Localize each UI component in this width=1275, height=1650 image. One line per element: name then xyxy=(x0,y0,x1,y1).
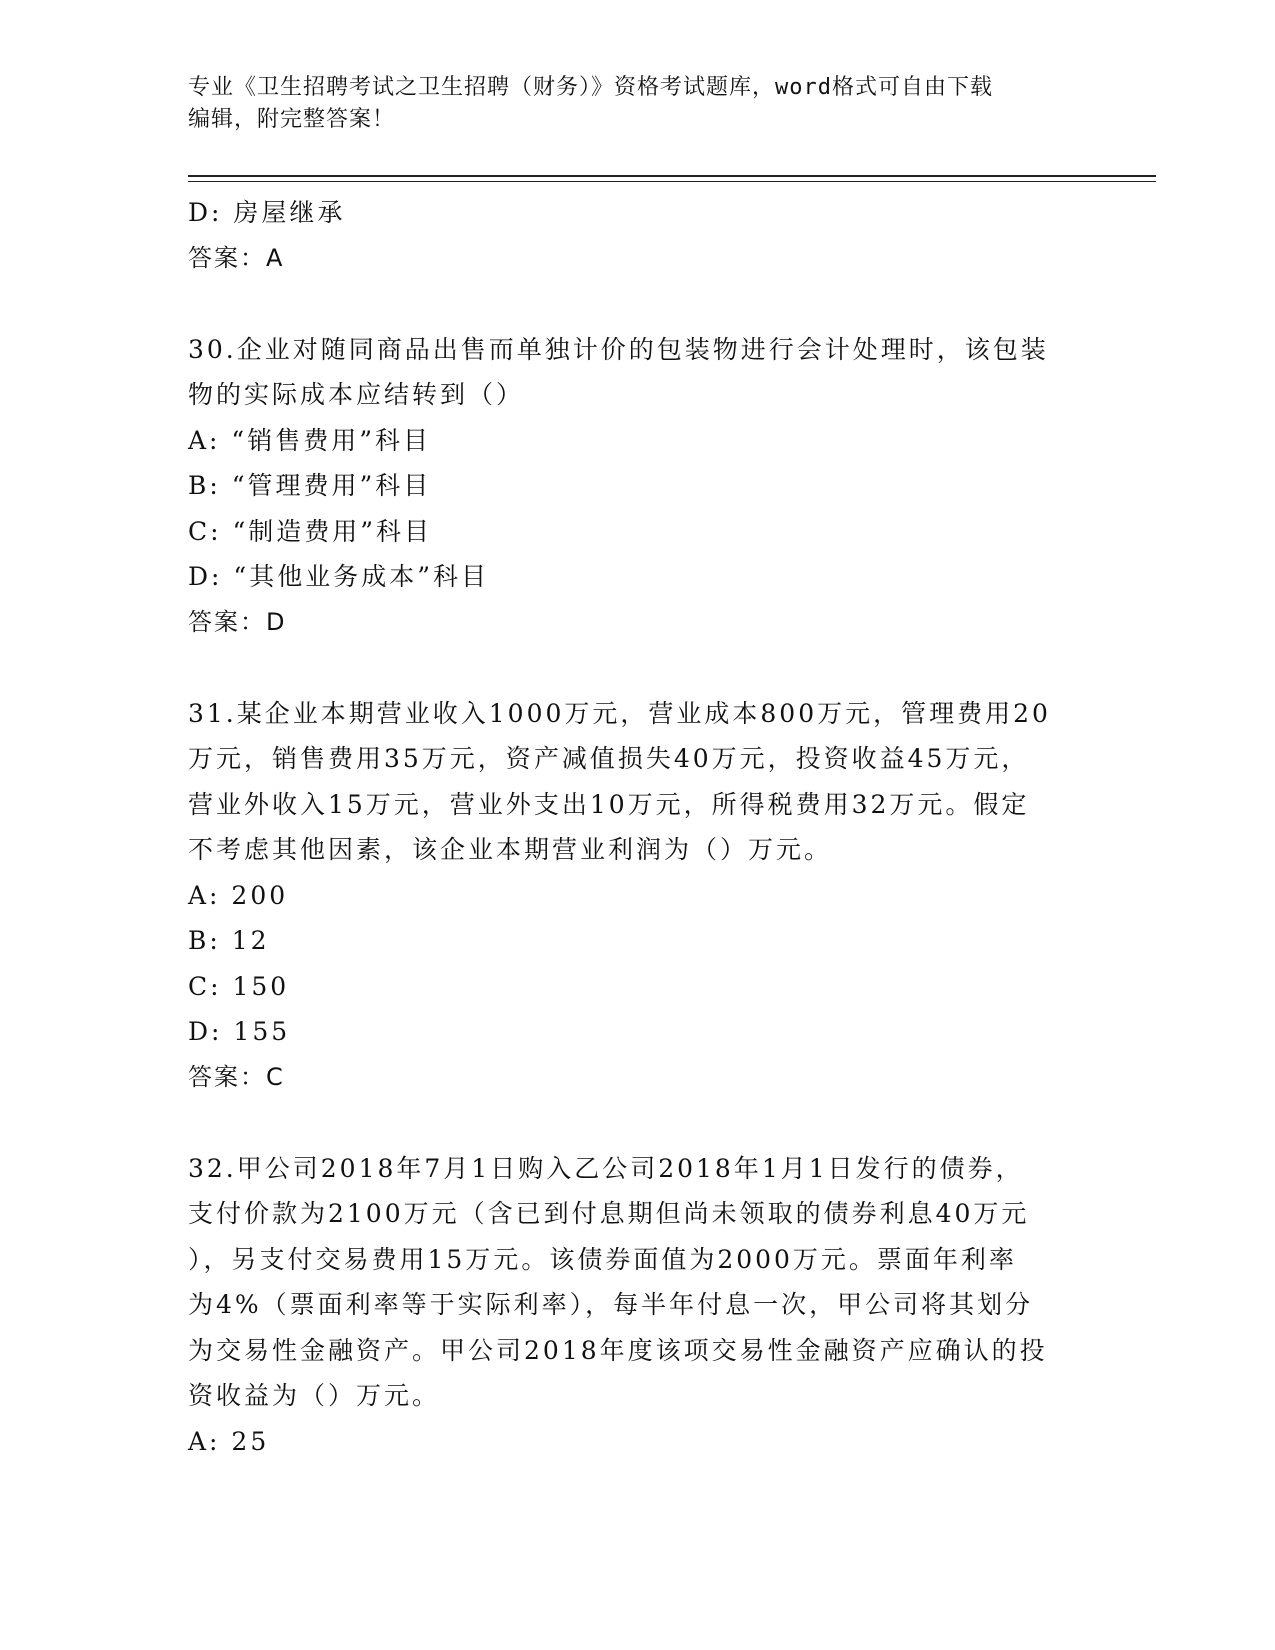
question-31-option-b: B: 12 xyxy=(188,926,270,955)
question-30-option-a: A: “销售费用”科目 xyxy=(188,425,431,455)
question-31-text-line-4: 不考虑其他因素，该企业本期营业利润为（）万元。 xyxy=(188,835,833,864)
header-divider-thick xyxy=(188,175,1156,177)
question-31-option-d: D: 155 xyxy=(188,1017,291,1046)
question-32-text-line-1: 32.甲公司2018年7月1日购入乙公司2018年1月1日发行的债券， xyxy=(188,1153,1024,1183)
page-header xyxy=(188,72,1068,136)
question-31-text-line-2: 万元，销售费用35万元，资产减值损失40万元，投资收益45万元， xyxy=(188,744,1030,773)
question-32-option-a: A: 25 xyxy=(188,1426,270,1456)
prev-answer: 答案：A xyxy=(188,243,285,272)
question-30-answer: 答案：D xyxy=(188,607,287,636)
question-31-option-a: A: 200 xyxy=(188,880,289,910)
question-content xyxy=(188,190,1078,1464)
question-31-option-c: C: 150 xyxy=(188,971,290,1001)
question-32-text-line-6: 资收益为（）万元。 xyxy=(188,1381,441,1410)
question-30-text-line-1: 30.企业对随同商品出售而单独计价的包装物进行会计处理时，该包装 xyxy=(188,334,1049,364)
question-31 xyxy=(188,691,1078,1101)
question-32 xyxy=(188,1146,1078,1465)
question-30-text-line-2: 物的实际成本应结转到（） xyxy=(188,380,525,409)
header-line-1: 专业《卫生招聘考试之卫生招聘（财务）》资格考试题库，word格式可自由下载 xyxy=(188,75,993,100)
question-32-text-line-2: 支付价款为2100万元（含已到付息期但尚未领取的债券利息40万元 xyxy=(188,1199,1030,1228)
prev-option-d: D: 房屋继承 xyxy=(188,198,346,227)
question-32-text-line-5: 为交易性金融资产。甲公司2018年度该项交易性金融资产应确认的投 xyxy=(188,1335,1048,1365)
question-31-answer: 答案：C xyxy=(188,1062,285,1091)
question-32-text-line-3: ），另支付交易费用15万元。该债券面值为2000万元。票面年利率 xyxy=(188,1244,1017,1274)
spacer xyxy=(188,281,1078,327)
question-31-text-line-1: 31.某企业本期营业收入1000万元，营业成本800万元，管理费用20 xyxy=(188,698,1051,728)
header-divider-thin xyxy=(188,181,1156,182)
question-32-text-line-4: 为4%（票面利率等于实际利率），每半年付息一次，甲公司将其划分 xyxy=(188,1290,1034,1319)
question-31-text-line-3: 营业外收入15万元，营业外支出10万元，所得税费用32万元。假定 xyxy=(188,789,1030,819)
question-30-option-d: D: “其他业务成本”科目 xyxy=(188,562,489,591)
question-30 xyxy=(188,327,1078,646)
question-30-option-b: B: “管理费用”科目 xyxy=(188,471,432,500)
header-line-2: 编辑，附完整答案！ xyxy=(188,107,396,132)
spacer xyxy=(188,645,1078,691)
spacer xyxy=(188,1100,1078,1146)
question-30-option-c: C: “制造费用”科目 xyxy=(188,516,433,546)
